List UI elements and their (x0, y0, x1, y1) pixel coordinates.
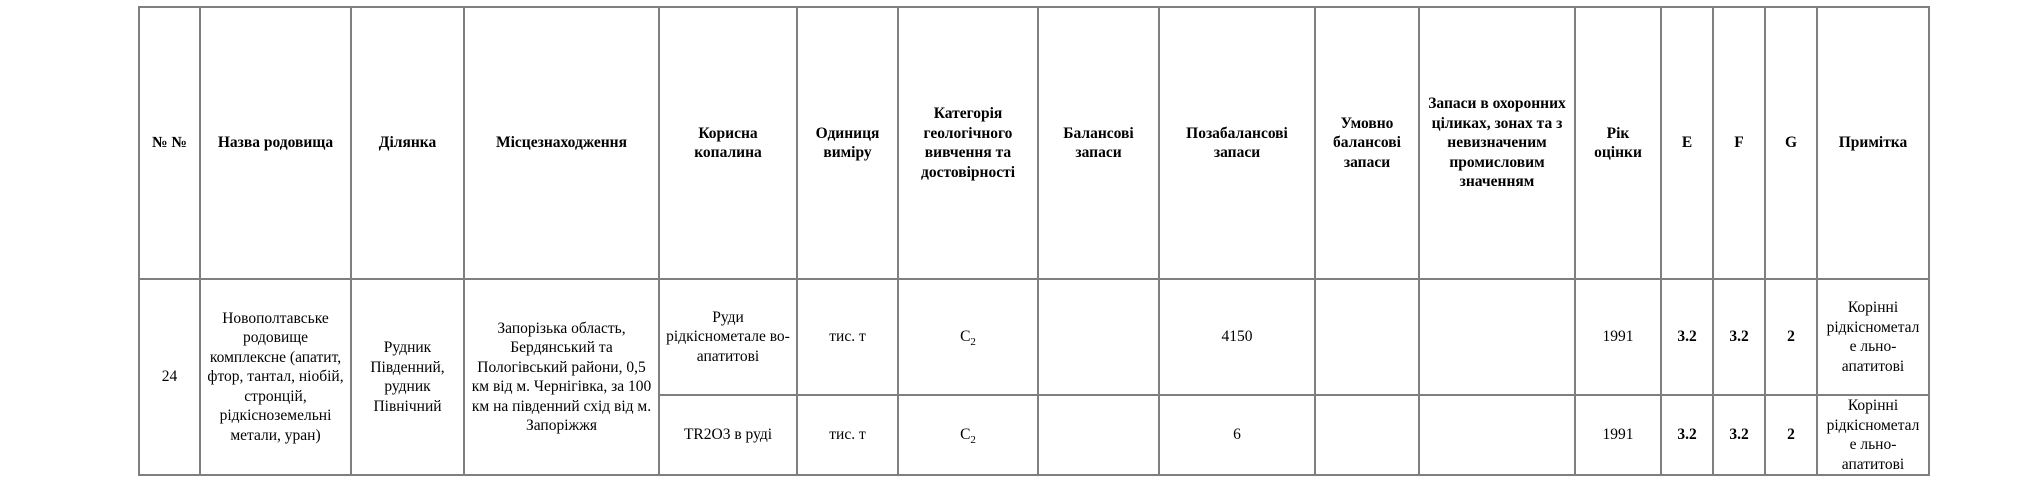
reserves-table (138, 6, 1930, 476)
category-letter: C (960, 426, 971, 444)
header-category: Категорія геологічного вивчення та достовірності (898, 7, 1038, 279)
cell-g: 2 (1765, 279, 1817, 395)
header-deposit-name: Назва родовища (200, 7, 351, 279)
cell-protected-reserves (1419, 395, 1575, 475)
cell-off-balance-reserves: 4150 (1159, 279, 1315, 395)
cell-note: Корінні рідкіснометале льно-апатитові (1817, 395, 1929, 475)
header-site: Ділянка (351, 7, 464, 279)
cell-mineral: TR2O3 в руді (659, 395, 797, 475)
cell-f: 3.2 (1713, 395, 1765, 475)
cell-unit: тис. т (797, 395, 898, 475)
cell-off-balance-reserves: 6 (1159, 395, 1315, 475)
cell-mineral: Руди рідкіснометале во-апатитові (659, 279, 797, 395)
header-e: E (1661, 7, 1713, 279)
header-g: G (1765, 7, 1817, 279)
category-letter: C (960, 328, 971, 346)
category-subscript: 2 (970, 434, 976, 447)
cell-category (898, 279, 1038, 395)
cell-g: 2 (1765, 395, 1817, 475)
cell-conditional-reserves (1315, 279, 1419, 395)
cell-balance-reserves (1038, 395, 1159, 475)
cell-protected-reserves (1419, 279, 1575, 395)
table-row (139, 279, 1929, 395)
cell-number: 24 (139, 279, 200, 475)
cell-site: Рудник Південний, рудник Північний (351, 279, 464, 475)
cell-e: 3.2 (1661, 279, 1713, 395)
header-mineral: Корисна копалина (659, 7, 797, 279)
cell-year: 1991 (1575, 395, 1661, 475)
header-protected-reserves: Запаси в охоронних ціликах, зонах та з невизначеним промисловим значенням (1419, 7, 1575, 279)
header-number: № № (139, 7, 200, 279)
cell-unit: тис. т (797, 279, 898, 395)
cell-category (898, 395, 1038, 475)
header-unit: Одиниця виміру (797, 7, 898, 279)
cell-conditional-reserves (1315, 395, 1419, 475)
header-year: Рік оцінки (1575, 7, 1661, 279)
header-off-balance-reserves: Позабалансові запаси (1159, 7, 1315, 279)
cell-location: Запорізька область, Бердянський та Пологівський райони, 0,5 км від м. Чернігівка, за 100 км на південний схід від м. Запоріжжя (464, 279, 659, 475)
category-subscript: 2 (970, 336, 976, 349)
header-location: Місцезнаходження (464, 7, 659, 279)
header-note: Примітка (1817, 7, 1929, 279)
header-f: F (1713, 7, 1765, 279)
cell-balance-reserves (1038, 279, 1159, 395)
cell-note: Корінні рідкіснометале льно-апатитові (1817, 279, 1929, 395)
header-balance-reserves: Балансові запаси (1038, 7, 1159, 279)
cell-deposit-name: Новополтавське родовище комплексне (апатит, фтор, тантал, ніобій, стронцій, рідкісноземельні метали, уран) (200, 279, 351, 475)
cell-e: 3.2 (1661, 395, 1713, 475)
cell-year: 1991 (1575, 279, 1661, 395)
cell-f: 3.2 (1713, 279, 1765, 395)
header-conditional-reserves: Умовно балансові запаси (1315, 7, 1419, 279)
header-row (139, 7, 1929, 279)
